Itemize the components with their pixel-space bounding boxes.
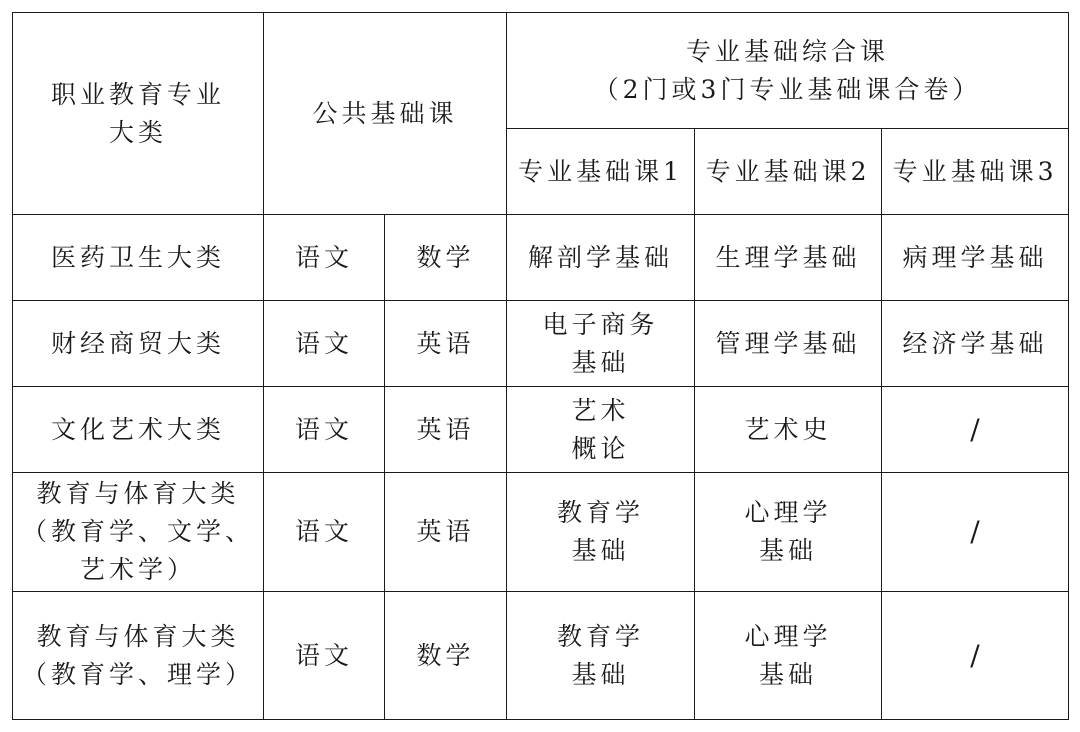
- table-row: [13, 592, 1069, 720]
- table-row: [13, 473, 1069, 592]
- header-category: 职业教育专业 大类: [13, 13, 264, 215]
- row-category: 教育与体育大类 （教育学、文学、 艺术学）: [13, 473, 264, 592]
- row-category: 医药卫生大类: [13, 215, 264, 301]
- row-subject-a: 语文: [264, 387, 385, 473]
- row-subject-a: 语文: [264, 592, 385, 720]
- row-course-1: 艺术 概论: [507, 387, 695, 473]
- header-basic-course-3: 专业基础课3: [882, 129, 1069, 215]
- header-public-basic-courses: 公共基础课: [264, 13, 507, 215]
- exam-subjects-table: [12, 12, 1069, 720]
- row-subject-a: 语文: [264, 473, 385, 592]
- row-course-2: 管理学基础: [695, 301, 882, 387]
- row-course-3: /: [882, 387, 1069, 473]
- table-row: [13, 215, 1069, 301]
- row-category: 文化艺术大类: [13, 387, 264, 473]
- row-course-3: /: [882, 592, 1069, 720]
- row-course-2: 心理学 基础: [695, 592, 882, 720]
- row-course-1: 解剖学基础: [507, 215, 695, 301]
- row-course-1: 教育学 基础: [507, 473, 695, 592]
- row-course-3: /: [882, 473, 1069, 592]
- header-basic-course-1: 专业基础课1: [507, 129, 695, 215]
- row-subject-b: 英语: [385, 387, 507, 473]
- row-subject-b: 数学: [385, 592, 507, 720]
- row-subject-b: 英语: [385, 301, 507, 387]
- row-subject-b: 数学: [385, 215, 507, 301]
- row-course-3: 病理学基础: [882, 215, 1069, 301]
- row-subject-b: 英语: [385, 473, 507, 592]
- table-row: [13, 301, 1069, 387]
- header-basic-course-2: 专业基础课2: [695, 129, 882, 215]
- row-subject-a: 语文: [264, 301, 385, 387]
- row-course-2: 生理学基础: [695, 215, 882, 301]
- row-course-2: 艺术史: [695, 387, 882, 473]
- row-category: 教育与体育大类 （教育学、理学）: [13, 592, 264, 720]
- table-row: [13, 387, 1069, 473]
- row-course-1: 电子商务 基础: [507, 301, 695, 387]
- row-course-2: 心理学 基础: [695, 473, 882, 592]
- row-course-1: 教育学 基础: [507, 592, 695, 720]
- row-subject-a: 语文: [264, 215, 385, 301]
- header-comprehensive-courses: 专业基础综合课 （2门或3门专业基础课合卷）: [507, 13, 1069, 129]
- row-course-3: 经济学基础: [882, 301, 1069, 387]
- row-category: 财经商贸大类: [13, 301, 264, 387]
